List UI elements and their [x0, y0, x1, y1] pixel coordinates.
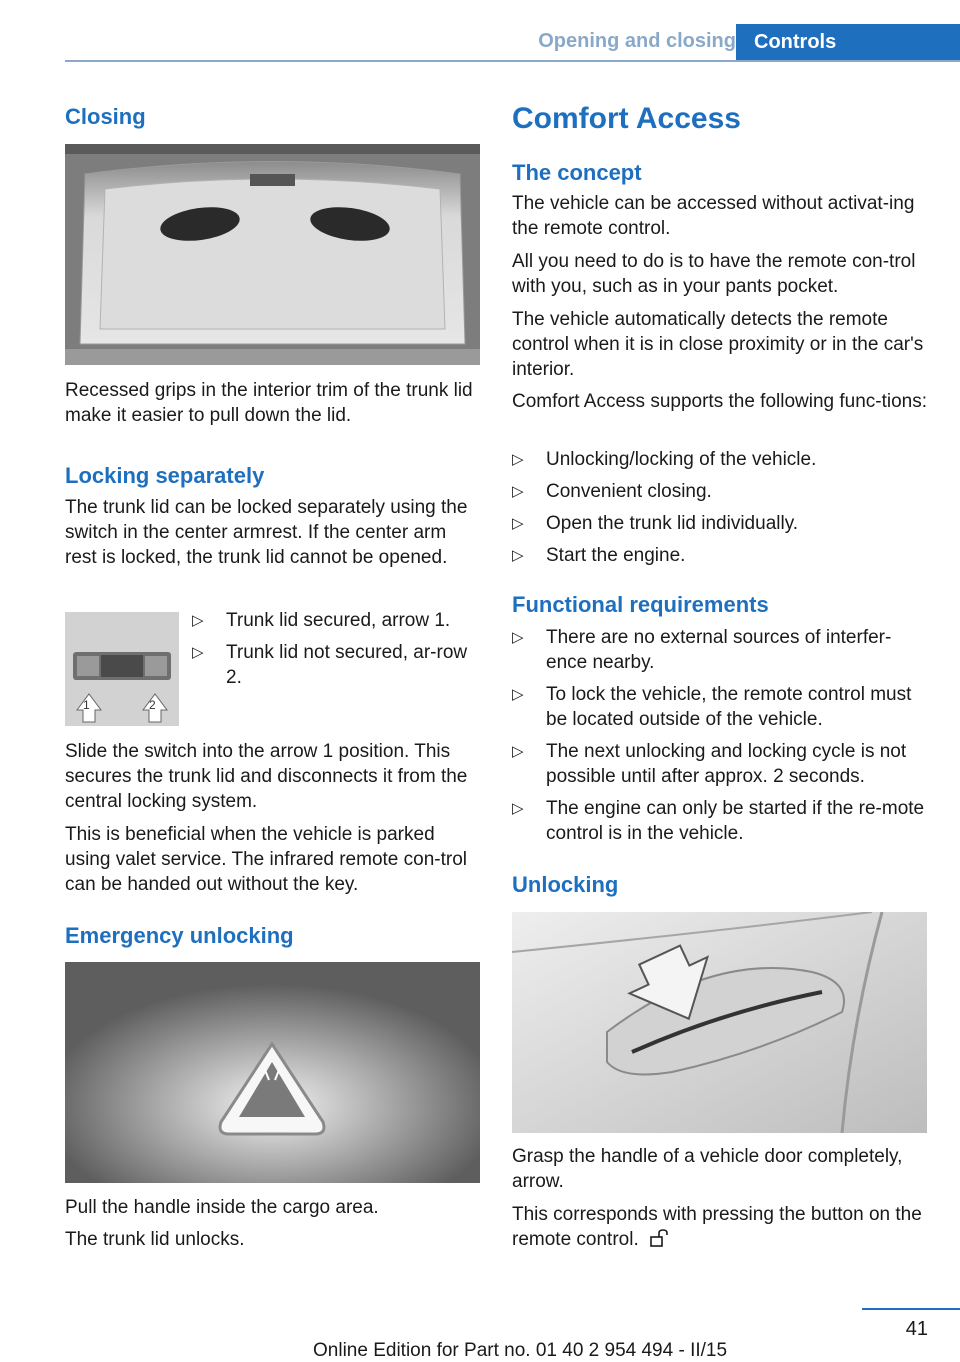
trunk-unlocks-text: The trunk lid unlocks. — [65, 1229, 245, 1250]
list-item: ▷ There are no external sources of interfer-ence nearby. — [512, 627, 892, 673]
triangle-bullet-icon: ▷ — [192, 612, 204, 629]
pull-handle-text: Pull the handle inside the cargo area. — [65, 1197, 379, 1218]
list-item: ▷ Trunk lid secured, arrow 1. — [192, 610, 451, 631]
switch-positions-list — [192, 608, 482, 690]
triangle-bullet-icon: ▷ — [512, 547, 524, 564]
edition-text: Online Edition for Part no. 01 40 2 954 494 - II/15 — [313, 1340, 728, 1361]
comfort-access-heading: Comfort Access — [512, 102, 741, 135]
concept-heading: The concept — [512, 160, 642, 185]
corresponds-paragraph — [512, 1202, 932, 1252]
list-item: ▷ The next unlocking and locking cycle is not possible until after approx. 2 seconds. — [512, 741, 907, 787]
list-item: ▷ Trunk lid not secured, ar-row 2. — [192, 642, 468, 688]
triangle-bullet-icon: ▷ — [512, 515, 524, 532]
list-item: ▷ The engine can only be started if the re-mote control is in the vehicle. — [512, 798, 925, 844]
requirements-heading: Functional requirements — [512, 592, 769, 617]
footer-rule — [862, 1308, 960, 1310]
locking-text: The trunk lid can be locked separately using the switch in the center armrest. If the center arm rest is locked, the trunk lid cannot be opened. — [65, 497, 468, 568]
switch-image — [65, 612, 179, 726]
concept-text-2: All you need to do is to have the remote con-trol with you, such as in your pants pocket. — [512, 251, 916, 297]
concept-text-3: The vehicle automatically detects the remote control when it is in close proximity or in the car's interior. — [512, 309, 924, 380]
slide-text: Slide the switch into the arrow 1 position. This secures the trunk lid and disconnects it from the central locking system. — [65, 741, 468, 812]
list-item: ▷ To lock the vehicle, the remote control must be located outside of the vehicle. — [512, 684, 912, 730]
unlocking-heading: Unlocking — [512, 872, 619, 897]
triangle-bullet-icon: ▷ — [512, 451, 524, 468]
page-header — [65, 24, 960, 62]
header-section-title: Opening and closing — [538, 30, 736, 52]
closing-text: Recessed grips in the interior trim of the trunk lid make it easier to pull down the lid. — [65, 380, 473, 426]
emergency-heading: Emergency unlocking — [65, 923, 294, 948]
list-item: ▷ Convenient closing. — [512, 481, 712, 502]
page-footer — [0, 1300, 960, 1360]
requirements-list — [512, 625, 932, 846]
locking-heading: Locking separately — [65, 463, 265, 488]
triangle-bullet-icon: ▷ — [512, 743, 524, 760]
triangle-bullet-icon: ▷ — [512, 686, 524, 703]
trunk-lid-image — [65, 144, 480, 365]
corresponds-text: This corresponds with pressing the button on the remote control. — [512, 1204, 922, 1250]
list-item: ▷ Start the engine. — [512, 545, 686, 566]
concept-text-4: Comfort Access supports the following func-tions: — [512, 391, 928, 412]
header-chapter-tab: Controls — [736, 24, 960, 62]
concept-text-1: The vehicle can be accessed without activat-ing the remote control. — [512, 193, 915, 239]
triangle-bullet-icon: ▷ — [192, 644, 204, 661]
triangle-bullet-icon: ▷ — [512, 800, 524, 817]
valet-text: This is beneficial when the vehicle is parked using valet service. The infrared remote con-trol can be handed out without the key. — [65, 824, 467, 895]
switch-arrow-label-2: 2 — [149, 698, 156, 712]
switch-arrow-label-1: 1 — [83, 698, 90, 712]
list-item: ▷ Unlocking/locking of the vehicle. — [512, 449, 817, 470]
unlock-icon — [649, 1229, 671, 1252]
door-handle-image — [512, 912, 927, 1133]
emergency-handle-image — [65, 962, 480, 1183]
triangle-bullet-icon: ▷ — [512, 483, 524, 500]
functions-list — [512, 447, 932, 568]
triangle-bullet-icon: ▷ — [512, 629, 524, 646]
header-rule — [65, 60, 960, 62]
grasp-text: Grasp the handle of a vehicle door completely, arrow. — [512, 1146, 903, 1192]
page-number: 41 — [905, 1318, 928, 1340]
closing-heading: Closing — [65, 104, 146, 129]
list-item: ▷ Open the trunk lid individually. — [512, 513, 799, 534]
